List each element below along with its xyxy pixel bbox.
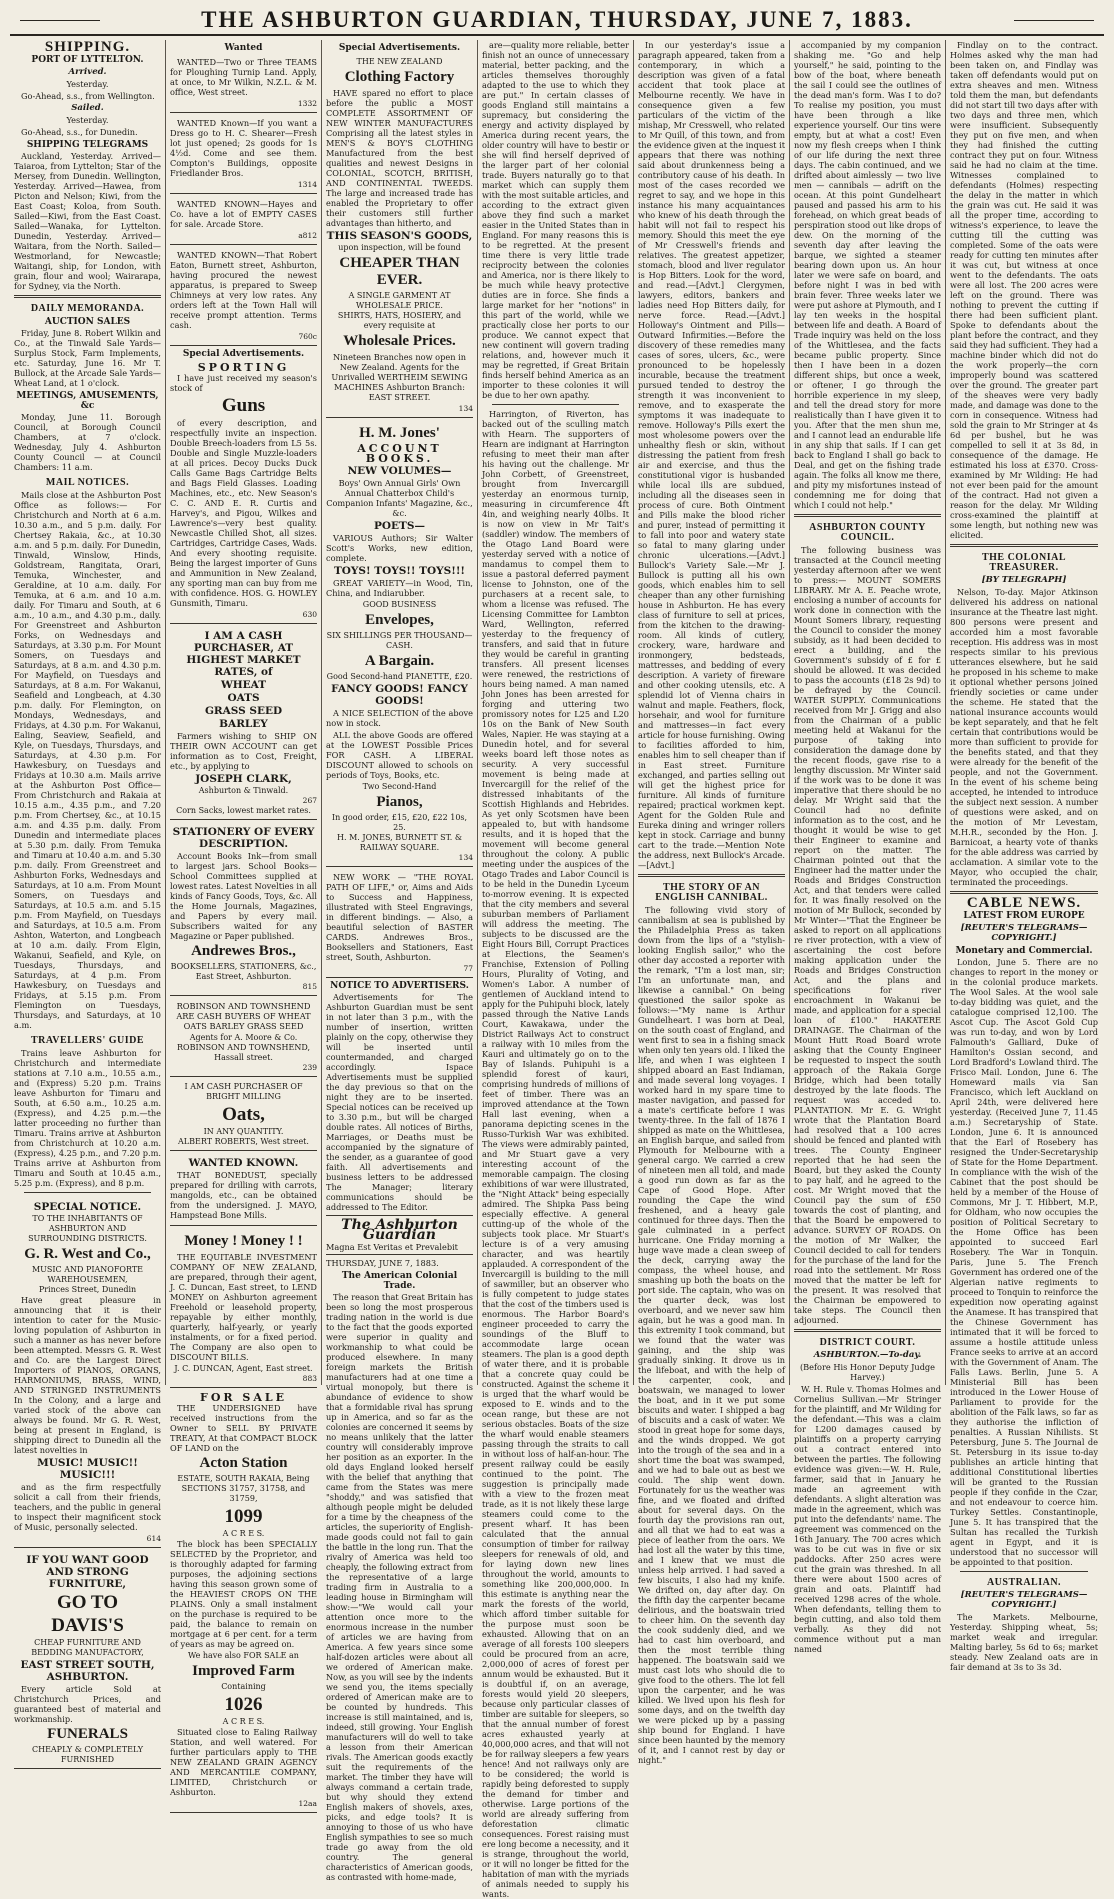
funerals-heading: FUNERALS: [47, 1726, 128, 1742]
auction-sales-body: Friday, June 8. Robert Wilkin and Co., at the Tinwald Sale Yards—Surplus Stock, Farm Implements, etc. Saturday, June 16. Mr T. Bullock, at the Arcade Sale Yards—Wheat Land, at 1 o'clock.: [14, 328, 161, 388]
shipping-telegrams-body: Auckland, Yesterday. Arrived—Taiaroa, from Lyttelton; Star of the Mersey, from Dunedin. Wellington, Yesterday. Arrived—Hawea, from Picton and Nelson; Kiwi, from the East Coast; Koloa, from South. Sailed—Kiwi, from the East Coast. Sailed—Wanaka, for Lyttelton. Dunedin, Yesterday. Arrived—Waitara, from the North. Sailed—Westmorland, for Newcastle; Waitangi, ship, for London, with grain, flour and wool; Wairarapa, for Sydney, via the North.: [14, 151, 161, 291]
jones-sig: H. M. JONES, BURNETT ST. & RAILWAY SQUARE.: [337, 833, 462, 852]
acres-1099: 1099: [224, 1506, 263, 1527]
wanted-ad-2: [170, 115, 317, 194]
cable-news-heading: CABLE NEWS.: [966, 895, 1082, 911]
andrewes-body: BOOKSELLERS, STATIONERS, &c., East Street, Ashburton.: [170, 962, 317, 981]
improved-ref: 12aa: [298, 1799, 317, 1808]
cash-purchaser: I AM A CASH PURCHASER, AT HIGHEST MARKET RATES, of: [186, 630, 301, 678]
editorial-date: THURSDAY, JUNE 7, 1883.: [326, 1258, 439, 1268]
toys-heading: TOYS! TOYS!! TOYS!!!: [333, 565, 466, 577]
improved-body: Situated close to Ealing Railway Station, and well watered. For further particulars apply to THE NEW ZEALAND GRAIN AGENCY AND MERCANTILE COMPANY, LIMITED, Christchurch or Ashburton.: [170, 1727, 317, 1797]
robinson-text: ROBINSON AND TOWNSHEND ARE CASH BUYERS OF WHEAT OATS BARLEY GRASS SEED: [176, 1001, 311, 1031]
district-court-sub: ASHBURTON.—To-day.: [813, 1350, 922, 1360]
clark-ref: 267: [302, 796, 317, 805]
special-ads-heading: Special Advertisements.: [182, 349, 305, 359]
music-line: MUSIC! MUSIC!! MUSIC!!!: [37, 1457, 138, 1481]
sailed-day: Yesterday.: [66, 115, 109, 125]
davis-name: DAVIS'S: [51, 1615, 124, 1636]
special-ads-heading-3: Special Advertisements.: [338, 43, 461, 53]
pianos-heading: Pianos,: [376, 794, 423, 810]
divider: [14, 295, 161, 298]
season-goods: THIS SEASON'S GOODS,: [326, 230, 473, 242]
davis-body: Every article Sold at Christchurch Prices, and guaranteed best of material and workmanship.: [14, 1684, 161, 1724]
colonial-body: Nelson, To-day. Major Atkinson delivered his address on national insurance at the Theatre last night. 800 persons were present and accorded him a most favorable reception. His address was in most respects similar to his previous utterances elsewhere, but he said he proposed in his scheme to make it optional whether persons joined friendly societies or came under the scheme. He stated that the national insurance accounts would be kept separately, and that he felt certain that contributions would be more than sufficient to provide for the benefits stated, and that they were already for the benefit of the people, and not the Government. In the event of his scheme being accepted, he intended to introduce the subject next session. A number of questions were asked, and on the motion of Mr Levestam, M.H.R., seconded by the Hon. J. Barnicoat, a hearty vote of thanks for the able address was carried by acclamation. A similar vote to the Mayor, who occupied the chair, terminated the proceedings.: [950, 587, 1098, 887]
clothing-factory-heading: Clothing Factory: [344, 69, 455, 85]
bargain-sub: Good Second-hand PIANETTE, £20.: [326, 672, 473, 681]
cheaper-than-ever: CHEAPER THAN EVER.: [339, 255, 460, 288]
volumes-body: Boys' Own Annual Girls' Own Annual Chatterbox Child's Companion Infants' Magazine, &c., &c.: [326, 478, 473, 518]
wanted-ad-1: [170, 54, 317, 113]
grain-oats: OATS: [227, 692, 260, 704]
davis-go: GO TO: [56, 1592, 119, 1613]
davis-address: EAST STREET SOUTH, ASHBURTON.: [20, 1659, 155, 1683]
containing-label: Containing: [221, 1682, 266, 1691]
wanted-1-text: WANTED—Two or Three TEAMS for Ploughing Turnip Land. Apply, at once, to Mr Wilkin, N.Z.L. & M. office, West street.: [170, 57, 317, 97]
divider: [492, 404, 619, 405]
district-court-before: (Before His Honor Deputy Judge Harvey.): [799, 1362, 936, 1382]
court-continued: Findlay on to the contract. Holmes asked why the man had been taken on, and Findlay was taken off defendants would put on extra sheaves and men. Witness told them the man, but defendants did not start till two days after with two days and three men, which were insufficient. Subsequently they put on five men, and when they had finished the cutting contract they put on four. Witness said he had no claim at the time. Witnesses complained to defendants (Holmes) respecting the delay in the matter in which the grain was cut. He said it was all the proper time, according to witness's experience, to leave the cutting till the cutting was completed. Some of the oats were ready for cutting ten minutes after it was cut, but witness at once went to the defendants. The oats were all lost. The 200 acres were left on the ground. There was nothing to prevent the cutting if there had been sufficient plant. Spoke to defendants about the plant before the contract, and they said they had sufficient. They had a machine binder which did not do the work properly—the corn improperly bound was scattered over the ground. The greater part of the sheaves were very badly made, and damage was done to the corn in consequence. Witness had sold the grain to Mr Stringer at 4s 6d per bushel, but he was compelled to sell it at 3s 8d, in consequence of the damage. He estimated his loss at £370. Cross-examined by Mr Wilding: He had not ever been paid for the amount of the contract. Had not given a reason for the delay. Mr Wilding cross-examined the plaintiff at some length, but nothing new was elicited.: [950, 40, 1098, 540]
colonial-treasurer-heading: THE COLONIAL TREASURER.: [981, 552, 1067, 573]
australian-heading: AUSTRALIAN.: [986, 1577, 1062, 1588]
district-court-heading: DISTRICT COURT.: [819, 1337, 916, 1348]
west-body: Have great pleasure in announcing that it is their intention to cater for the Music-loving population of Ashburton in such a manner as has never before been attempted. Messrs G. R. West and Co. are the Largest Direct Importers of PIANOS, ORGANS, HARMONIUMS, BRASS, WIND, AND STRINGED INSTRUMENTS In the Colony, and a large and varied stock of the above can always be found. Mr G. R. West, being at present in England, is shipping direct to Dunedin all the latest novelties in: [14, 1295, 161, 1455]
meetings-heading: MEETINGS, AMUSEMENTS, &c: [16, 391, 159, 411]
wholesale-prices: Wholesale Prices.: [343, 333, 456, 349]
robinson-agents: Agents for A. Moore & Co.: [189, 1033, 298, 1042]
cannibal-story-continued: accompanied by my companion shaking me. "Go and help yourself," he said, pointing to the bow of the boat, where beneath the sail I could see the outlines of the dead man's form. Was I to do? To realise my position, you must have been through a like experience yourself. Our tins were empty, but at what a cost! Even now my flesh creeps when I think of our life during the next three days. The cabin continued, and we drifted about aimlessly — two live men — cannibals — adrift on the ocean. At this point Gundelheart paused and passed his arm to his forehead, on which great beads of perspiration stood out like drops of dew. On the morning of the seventh day after leaving the barque, we sighted a steamer bearing down upon us. An hour later we were safe on board, and before night I was in bed with brain fever. Three weeks later we were put ashore at Plymouth, and I lay ten weeks in the hospital between life and death. A Board of Trade inquiry was held on the loss of the Whittlesea, and the facts became public property. Since then I have been in a dozen different ships, but once a week, or oftener, I go through the horrible experience in my sleep, and tell the dread story for more realistically than I have given it to you. After that the men shun me, and I cannot lead an endurable life in any ship that sails. If I can get back to England I shall go back to Deal, and get on the fishing trade again. The folks all know me there, and pity my misfortunes instead of condemning me for doing that which I could not help.": [794, 40, 941, 510]
west-address: Princes Street, Dunedin: [38, 1285, 137, 1294]
masthead-rule-left: [20, 20, 100, 21]
corn-sacks-label: Corn Sacks, lowest market rates.: [176, 806, 311, 815]
fancy-body: A NICE SELECTION of the above now in stock.: [326, 708, 473, 728]
column-3: [322, 40, 478, 1882]
oats-quantity: IN ANY QUANTITY.: [203, 1127, 284, 1136]
divider: [950, 544, 1098, 547]
season-sub: upon inspection, will be found: [338, 243, 461, 252]
masthead: [10, 6, 1104, 36]
county-council-heading: ASHBURTON COUNTY COUNCIL.: [809, 522, 926, 543]
oats-heading: Oats,: [222, 1104, 265, 1125]
editorial-masthead: [326, 1215, 473, 1255]
all-goods-body: ALL the above Goods are offered at the LOWEST Possible Prices FOR CASH. A LIBERAL DISCOUNT allowed to schools on periods of Toys, Books, etc.: [326, 730, 473, 780]
poets-heading: POETS—: [374, 520, 425, 532]
divider: [638, 874, 785, 877]
acres-1026: 1026: [224, 1694, 263, 1715]
guns-body: of every description, and respectfully invite an inspection. Double Breech-loaders from L5 5s. Double and Single Muzzle-loaders at all prices. Decoy Ducks Duck Calls Game Bags Cartridge Belts and Bags Field Glasses. Loading Machines, etc., etc. New Season's C. C. AND E. R. Curtis and Harvey's, and Pigou, Wilkes and Lawrence's—very best quality. Newcastle Chilled Shot, all sizes. Cartridges, Cartridge Cases, Wads. And every shooting requisite. Being the largest importer of Guns and Ammunition in New Zealand, any sporting man can buy from me with confidence. HOS. G. HOWLEY Gunsmith, Timaru.: [170, 418, 317, 608]
column-2: [166, 40, 322, 1808]
bonedust-body: THAT BONEDUST, specially prepared for drilling with carrots, mangolds, etc., can be obtained from the undersigned. J. MAYO, Hampstead Bone Mills.: [170, 1170, 317, 1220]
andrewes-ref: 815: [302, 982, 317, 991]
notice-advertisers-heading: NOTICE TO ADVERTISERS.: [330, 981, 469, 991]
clark-name: JOSEPH CLARK,: [195, 773, 292, 785]
district-court-body: W. H. Rule v. Thomas Holmes and Cornelius Sullivan.—Mr Stringer for the plaintiff, and Mr Wilding for the defendant.—This was a claim for L200 damages caused by plaintiffs on a property carrying out a contract entered into between the parties. The following evidence was given:—W. H. Rule, farmer, said that in January he made an agreement with defendants. A slight alteration was made in the agreement, which was put into the defendants' name. The agreement was commenced on the 16th January. The 700 acres which was to be cut was in five or six paddocks. After 250 acres were cut the grain was threshed. In all there were about 1500 acres of grain and oats. Plaintiff had received 1298 acres of the whole. When defendants, telling them to begin cutting, and also told them verbally. As they did not commence without put a man named: [794, 1384, 942, 1654]
bonedust-ad: [170, 1153, 317, 1226]
cable-byline: [REUTER'S TELEGRAMS—COPYRIGHT.]: [960, 923, 1088, 943]
wanted-2-text: WANTED Known—If you want a Dress go to H. C. Shearer—Fresh lot just opened; 2s goods for 1s 4½d. Come and see them. Compton's Buildings, opposite Friedlander Bros.: [170, 118, 317, 178]
davis-intro: IF YOU WANT GOOD AND STRONG FURNITURE,: [26, 1554, 149, 1590]
davis-sub: CHEAP FURNITURE AND BEDDING MANUFACTORY,: [31, 1638, 144, 1657]
county-council-body: The following business was transacted at the Council meeting yesterday afternoon after we went to press:— MOUNT SOMERS LIBRARY. Mr A. E. Peache wrote, enclosing a number of accounts for work done in connection with the Mount Somers library, requesting the Council to consider the money subsidy, as it had been decided to erect a building, and the Government's subsidy of £ for £ should be allowed. It was decided to pass the accounts (£18 2s 9d) to be defrayed by the Council. WATER SUPPLY. Communications received from Mr J. Grigg and also from the Chairman of a public meeting held at Wakanui for the purpose of taking into consideration the damage done by the recent floods, gave rise to a lengthy discussion. Mr Winter said if the work was to be done it was imperative that there should be no delay. Mr Wright said that the Council had no definite information as to the cost, and he thought it would be wise to get their Engineer to examine and report on the matter. The Chairman pointed out that the Engineer had the matter under the Roads and Bridges Construction Act, and that tenders were called for. It was finally resolved on the motion of Mr Bullock, seconded by Mr Winter—"That the Engineer be asked to report on all applications re river protection, with a view of ascertaining the cost before making application under the Roads and Bridges Construction Act, and the plans and specifications for river encroachment in Wakanui be made, and application for a special loan of £100." HAKATERE DRAINAGE. The Chairman of the Mount Hutt Road Board wrote asking that the County Engineer be requested to inspect the south approach of the Rakaia Gorge Bridge, which had been totally destroyed by the late floods. The request was acceded to. PLANTATION. Mr E. G. Wright wrote that the Plantation Board had resolved that a 100 acres should be fenced and planted with trees. The County Engineer reported that he had seen the Board, but they asked the County to pay half, and he agreed to the cost. Mr Wright moved that the Council pay the sum of £50 towards the cost of planting, and that the Board be empowered to advance. SURVEY OF ROADS. On the motion of Mr Walker, the Council decided to call for tenders for the purchase of the land for the road into the settlement. Mr Ross moved that the matter be left for the present. It was resolved that the Chairman be empowered to take steps. The Council then adjourned.: [794, 545, 941, 1325]
divider: [24, 1192, 151, 1193]
west-body-2: and as the firm respectfully solicit a call from their friends, teachers, and the public in general to inspect their magnificent stock of Music, personally selected.: [14, 1482, 161, 1532]
new-work-ref: 77: [463, 964, 473, 973]
new-work-ad: [326, 869, 473, 978]
sporting-heading: SPORTING: [197, 361, 290, 374]
stationery-body: Account Books Ink—from small to largest jars. School Books—School Committees supplied at lowest rates. Latest Novelties in all kinds of Fancy Goods, Toys, &c. All the Home Journals, Magazines, and Papers by every mail. Subscribers waited for any Magazine or Paper published.: [170, 851, 317, 941]
wanted-2-ref: 1314: [297, 180, 317, 189]
special-notice-sub: TO THE INHABITANTS OF ASHBURTON AND SURROUNDING DISTRICTS.: [28, 1214, 147, 1243]
pianos-intro: Two Second-Hand: [362, 782, 437, 791]
improved-farm-heading: Improved Farm: [192, 1663, 295, 1679]
notice-advertisers-body: Advertisements for The Ashburton Guardian must be sent in not later than 3 p.m., with the number of insertion, written plainly on the copy, otherwise they will be inserted until countermanded, and charged accordingly. Ispace Advertisements must be supplied the day previous so that on the night they are to be inserted. Special notices can be received up to 3.30 p.m., but will be charged double rates. All notices of Births, Marriages, or Deaths must be accompanied by the signature of the sender, as a guarantee of good faith. All advertisements and business letters to be addressed The Manager; literary communications should be addressed to The Editor.: [326, 992, 473, 1212]
masthead-title: THE ASHBURTON GUARDIAN, THURSDAY, JUNE 7, 1883.: [201, 7, 913, 32]
jones-ad: [326, 420, 473, 867]
trade-heading: The American Colonial Trade.: [341, 1271, 458, 1291]
grain-barley: BARLEY: [219, 718, 268, 730]
wanted-3-text: WANTED KNOWN—Hayes and Co. have a lot of EMPTY CASES for sale. Arcade Store.: [170, 199, 317, 229]
guns-ref: 630: [302, 610, 317, 619]
for-sale-heading: FOR SALE: [200, 1391, 287, 1404]
new-work-body: NEW WORK — "THE ROYAL PATH OF LIFE," or, Aims and Aids to Success and Happiness, illustrated with Steel Engravings, in different bindings. — Also, a beautiful selection of BASTER CARDS. Andrewes Bros., Booksellers and Stationers, East street, South, Ashburton.: [326, 872, 473, 962]
sporting-intro: I have just received my season's stock of: [170, 373, 317, 393]
arrived-day: Yesterday.: [66, 79, 109, 89]
mail-notices-heading: MAIL NOTICES.: [45, 477, 130, 488]
jones-name: H. M. Jones': [359, 425, 440, 441]
money-ref: 883: [302, 1374, 317, 1383]
robinson-ref: 239: [302, 1063, 317, 1072]
paragraphs-body: In our yesterday's issue a paragraph appeared, taken from a contemporary, in which a description was given of a fatal accident that took place at Melbourne recently. We have in consequence given a few particulars of the victim of the mishap, Mr Cresswell, who related to Mr Quill, of this town, and from the evidence given at the inquest it appears that there was nothing said about drunkenness being a contributory cause of his death. In most of the cases recorded we regret to say, and we hope in this instance his many acquaintances who knew of his death through the habit will not fail to respect his memory. Should this meet the eye of Mr Cresswell's friends and relatives. The greatest appetizer, stomach, blood and liver regulator is Hop Bitters. Look for the word, and read.—[Advt.] Clergymen, lawyers, editors, bankers and ladies need Hop Bitters daily, for nerve force. Read.—[Advt.] Holloway's Ointment and Pills—Outward Infirmities.—Before the discovery of these remedies many cases of sores, ulcers, &c., were pronounced to be hopelessly incurable, because the treatment pursued tended to destroy the strength it was inconvenient to remove, and to exasperate the symptoms it was inadequate to remove. Holloway's Pills exert the most wholesome powers over the unhealthy flesh or skin, without distressing the patient from fresh air and exercise, and thus the constitutional vigor is husbanded while local ills are subdued, including all the diseases seen in process of cure. Both Ointment and Pills make the blood richer and purer, instead of permitting it to fall into poor and watery state so fatal to many glaring under chronic ulcerations.—[Advt.] Bullock's Variety Sale.—Mr J. Bullock is putting all his own goods, which enables him to sell cheaper than any other furnishing house in Ashburton. He has every class of furniture to sell at prices, from the kitchen to the drawing-room. All kinds of cutlery, crockery, ware, hardware and ironmongery, bedsteads, mattresses, and bedding of every description. A variety of fireware and other cooking utensils, etc. A splendid lot of Vienna chairs in walnut and maple. Feathers, flock, horsehair, and wool for furniture and mattresses—in fact every article for house furnishing. Owing to facilities afforded to him, enables him to sell cheaper than if in East street. Furniture exchanged, and parties selling out will get the highest price for furniture. All kinds of furniture repaired; practical workmen kept. Agent for the Golden Rule and Eureka dining and wringer rollers kept in stock. Carriage and bunny cart to the trade.—Mention Note the address, next Bullock's Arcade.—[Advt.]: [638, 40, 785, 870]
grain-wheat: WHEAT: [220, 679, 267, 691]
australian-body: The Markets. Melbourne, Yesterday. Shipping wheat, 5s; market weak and irregular. Malting barley, 5s 6d to 6s; market steady. New Zealand oats are in fair demand at 3s to 3s 3d.: [950, 1612, 1098, 1672]
fancy-goods: FANCY GOODS! FANCY GOODS!: [331, 683, 468, 707]
clothing-factory-ad: [326, 54, 473, 418]
paper-motto: Magna Est Veritas et Prevalebit: [326, 1242, 458, 1252]
wanted-ad-3: [170, 196, 317, 245]
single-garment: A SINGLE GARMENT AT WHOLESALE PRICE.: [348, 291, 451, 310]
wholesale-body: Nineteen Branches now open in New Zealand. Agents for the Unrivalled WERTHEIM SEWING MACHINES Ashburton Branch: EAST STREET.: [331, 352, 468, 402]
auction-sales-heading: AUCTION SALES: [44, 317, 131, 327]
column-6: [790, 40, 946, 1654]
roberts-oats-ad: [170, 1079, 317, 1151]
robinson-sig: ROBINSON AND TOWNSHEND, Hassall street.: [176, 1043, 311, 1062]
bargain-heading: A Bargain.: [364, 653, 435, 669]
acton-heading: Acton Station: [199, 1455, 288, 1471]
port-heading: PORT OF LYTTELTON.: [31, 55, 144, 65]
wanted-ad-4: [170, 247, 317, 346]
acton-sale-ad: [170, 1390, 317, 1813]
wholesale-ref: 134: [458, 404, 473, 413]
oats-sig: ALBERT ROBERTS, West street.: [178, 1137, 309, 1146]
toys-body: GREAT VARIETY—in Wood, Tin, China, and Indiarubber.: [326, 578, 473, 598]
davis-furniture-ad: [14, 1550, 161, 1769]
newspaper-page: [10, 39, 1104, 1899]
shirts-text: SHIRTS, HATS, HOSIERY, and every requisite at: [337, 311, 462, 330]
meetings-body: Monday, June 11. Borough Council, at Borough Council Chambers, at 7 o'clock. Wednesday, July 4. Ashburton County Council — at Council Chambers: 11 a.m.: [14, 412, 161, 472]
column-4: [478, 40, 634, 1899]
column-7: [946, 40, 1102, 1672]
nz-heading: THE NEW ZEALAND: [356, 57, 443, 66]
cannibal-story-heading: THE STORY OF AN ENGLISH CANNIBAL.: [655, 882, 768, 903]
cash-purchaser-2: I AM CASH PURCHASER OF BRIGHT MILLING: [184, 1082, 303, 1101]
special-notice-heading: SPECIAL NOTICE.: [33, 1201, 142, 1213]
shipping-heading: SHIPPING.: [44, 39, 131, 55]
clothing-body: HAVE spared no effort to place before the public a MOST COMPLETE ASSORTMENT OF NEW WINTER MANUFACTURES Comprising all the latest styles in MEN'S & BOY'S CLOTHING Manufactured from the best qualities and newest Designs in COLONIAL, SCOTCH, BRITISH, AND CONTINENTAL TWEEDS. The large and increased trade has enabled the Proprietary to offer their customers still further advantages than hitherto, and: [326, 88, 473, 228]
west-company-name: G. R. West and Co.,: [24, 1246, 151, 1262]
trade-body: The reason that Great Britain has been so long the most prosperous trading nation in the world is due to the fact that the goods exported were superior in quality and workmanship to what could be produced elsewhere. In many foreign markets the British manufacturers had at one time a virtual monopoly, but there is abundance of evidence to show that a formidable rival has sprung up in America, and so far as the colonies are concerned it seems by no means unlikely that the latter country will considerably improve her position as an exporter. In the old days England looked herself with the belief that anything that came from the States was mere "shoddy," and was satisfied that although people might be deluded for a time by the cheapness of the articles, the superiority of English-made goods could not fail to gain the battle in the long run. That the rivalry of America was held too cheaply, the following extract from the representative of a large trading firm in Australia to a leading house in Birmingham will show:—"We would call your attention once more to the enormous increase in the number of articles we are having from America. A few years since some half-dozen articles were about all we ordered of American make. Now, as you will see by the indents we send you, the items specially ordered of American make are to be counted by hundreds. This increase is still maintained, and is, indeed, still growing. Your English manufacturers will do well to take a lesson from their American rivals. The American goods exactly suit the requirements of the market. The timber they have will always command a certain trade, but why should they extend English makers of shovels, axes, picks, and edge tools? It is annoying to those of us who have English sympathies to see so much trade go away from the old country. The general characteristics of American goods, as contrasted with home-made,: [326, 1292, 473, 1882]
clark-cash-ad: [170, 626, 317, 820]
divider: [794, 514, 941, 517]
guns-ad: [170, 360, 317, 624]
funerals-sub: CHEAPLY & COMPLETELY FURNISHED: [31, 1745, 144, 1764]
poets-body: VARIOUS Authors; Sir Walter Scott's Works, new edition, complete.: [326, 533, 473, 563]
cable-sub: LATEST FROM EUROPE: [963, 911, 1085, 921]
west-music-ad: [14, 1197, 161, 1548]
acton-estate: ESTATE, SOUTH RAKAIA, Being SECTIONS 31757, 31758, and 31759,: [177, 1474, 310, 1503]
wanted-3-ref: a812: [298, 231, 317, 240]
divider: [960, 1571, 1088, 1572]
column-1: [10, 39, 166, 1764]
west-subtitle: MUSIC AND PIANOFORTE WAREHOUSEMEN,: [31, 1265, 144, 1284]
west-ref: 614: [146, 1534, 161, 1543]
paper-title: The Ashburton Guardian: [341, 1217, 458, 1243]
cable-monetary: Monetary and Commercial.: [955, 946, 1093, 956]
stationery-heading: STATIONERY OF EVERY DESCRIPTION.: [172, 826, 315, 850]
masthead-rule-right: [1014, 20, 1094, 21]
wanted-4-ref: 760c: [298, 332, 317, 341]
six-shillings: SIX SHILLINGS PER THOUSAND—CASH.: [326, 631, 473, 650]
arrived-text: Go-Ahead, s.s., from Wellington.: [21, 91, 155, 101]
new-volumes: NEW VOLUMES—: [347, 465, 452, 477]
andrewes-name: Andrewes Bros.,: [191, 943, 296, 959]
daily-memoranda-heading: DAILY MEMORANDA.: [30, 303, 145, 314]
pianos-body: In good order, £15, £20, £22 10s, 25.: [331, 813, 468, 832]
travellers-guide-heading: TRAVELLERS' GUIDE: [30, 1035, 145, 1046]
acres-label-1: A C R E S.: [222, 1529, 265, 1538]
cannibal-story-body: The following vivid story of cannibalism at sea is published by the Philadelphia Press as taken down from the lips of a "stylish-looking English sailor," who the other day accosted a reporter with the remark, "I'm a lost man, sir; I'm an unfortunate man, and likewise a cannibal." On being questioned the sailor spoke as follows:—"My name is Arthur Gundelheart. I was born at Deal, on the south coast of England, and went first to sea in a fishing smack when only ten years old. I liked the life, and when I was eighteen I shipped aboard an East Indiaman, and made several long voyages. I worked hard in my spare time to master navigation, and passed for a mate's certificate before I was twenty-three. In the fall of 1876 I shipped as mate on the Whittlesea, an English barque, and sailed from Plymouth for Melbourne with a general cargo. We carried a crew of nineteen men all told, and made a good run down as far as the Cape of Good Hope. After rounding the Cape the wind freshened, and a heavy gale continued for three days. Then the gale culminated in a perfect hurricane. One Friday morning a huge wave made a clean sweep of the deck, carrying away the compass, the wheel house, and smashing up both the boats on the port side. The captain, who was on the quarter deck, was lost overboard, and we never saw him again, but he was a good man. In this extremity I took command, but we found that the water was gaining, and the ship was gradually sinking. It drove us in the lifeboat, and with the help of the carpenter, cook, and boatswain, we managed to lower the boat, and in it we put some biscuits and water. I shipped a bag of biscuits and a cask of water. We stood in great hope for some days, and the winds dropped. We got into the trough of the sea and in a short time the boat was swamped, and we had to bale out as best we could. The ship went down. Fortunately for us the weather was fine, and we floated and drifted about for several days. On the fourth day the provisions ran out, and all that we had to eat was a piece of leather from the oars. We had lost all the water by this time, and I knew that we must die unless help arrived. I had saved a few biscuits, I also had my knife. We drifted on, day after day. On the fifth day the carpenter became delirious, and the boatswain tried to cheer him. On the seventh day the cook suddenly died, and we had to cast him overboard, and then the most terrible thing happened. The boatswain said we must cast lots who should die to give food to the others. The lot fell upon the carpenter, and he was killed. We lived upon his flesh for some days, and on the twelfth day we were picked up by a passing ship bound for England. I have since been haunted by the memory of it, and I cannot rest by day or night.": [638, 905, 785, 1765]
money-sig: J. C. DUNCAN, Agent, East street.: [174, 1364, 313, 1373]
sailed-text: Go-Ahead, s.s., for Dunedin.: [21, 127, 138, 137]
colonial-byline: [BY TELEGRAPH]: [981, 575, 1067, 585]
wanted-heading: Wanted: [224, 43, 263, 53]
guns-heading: Guns: [221, 395, 266, 416]
local-news-body: Harrington, of Riverton, has backed out of the sculling match with Hearn. The supporters of Hearn are indignant at Harrington refusing to meet their man after his having out the challenge. Mr John Corbett, of Greenstreet, brought from Invercargill yesterday an enormous turnip, measuring in circumference 4ft 4in, and weighing nearly 40lbs. It is now on view in Mr Tait's (saddler) window. The members of the Otago Land Board were yesterday served with a notice of mandamus to compel them to issue a pastoral deferred payment license to Johnston, one of the purchasers at a recent sale, to whom a license was refused. The Licensing Committee for Lambton Ward, Wellington, referred yesterday to the frequency of transfers, and said that in future they would be careful in granting transfers. All present licenses were renewed, the restrictions of hours being named. A man named John Jones has been arrested for forging and uttering two promissory notes for L25 and L20 10s on the Bank of New South Wales, Napier. He was staying at a Dunedin hotel, and for several weeks board left those notes as security. A very successful movement is being made at Invercargill for the relief of the distressed inhabitants of the Scottish Highlands and Hebrides. As yet only Scotsmen have been appealed to, but with handsome results, and it is hoped that the movement will become general throughout the colony. A public meeting under the auspices of the Otago Trades and Labor Council is to be held in the Dunedin Lyceum to-morrow evening. It is expected that the city members and several suburban members of Parliament will address the meeting. The subjects to be discussed are the Eight Hours Bill, Corrupt Practices at Elections, the Seamen's Franchise, Extension of Polling Hours, Plurality of Voting, and Women's Labor. A number of gentlemen of Auckland intend to apply for the Puhipuhi block, lately passed through the Native Lands Court, Kawakawa, under the District Railways Act to construct a railway with 10 miles from the Kauri and ultimately go on to the Bay of Islands. Puhipuhi is a splendid forest of kauri, comprising hundreds of millions of feet of timber. There was an improved attendance at the Town Hall last evening, when a panorama depicting scenes in the Russo-Turkish War was exhibited. The views were admirably painted, and Mr Stuart gave a very interesting account of the memorable campaign. The closing exhibitions of war were illustrated, the "Night Attack" being especially admired. The Shipka Pass being especially effective. A general cutting-up of the whole of the subjects took place. Mr Stuart's lecture is of a very amusing character, and was heartily applauded. A correspondent of the Invercargill is building to the mill of sawmiller, but an observer who is fully competent to judge states that the cost of the timbers used is enormous. The Harbor Board's engineer proceeded to carry the soundings of the Bluff to accommodate large ocean steamers. The plan is a good depth of water there, and it is probable that a concrete quay could be constructed. Against the scheme it is urged that the wharf would be exposed to E. winds and to the ocean range, but these are not serious obstacles. Boats of the size the wharf would enable steamers passing through the straits to call in without loss of half-an-hour. The present railway could be easily continued to the point. The suggestion is principally made with a view to the frozen meat trade, as it is not likely these large steamers could come to the present wharf. It has been calculated that the annual consumption of timber for railway sleepers for renewals of old, and for laying down new lines throughout the world, amounts to something like 200,000,000. In this estimate is anything near the mark the forests of the world, which afford timber suitable for the purpose must soon be exhausted. Allowing that on an average of all forests 100 sleepers could be procured from an acre, 2,000,000 of acres of forest per annum would be exhausted. But it is doubtful if, on an average, forests would yield 20 sleepers, because only particular classes of timber are suitable for sleepers, so that the annual number of forest acres exhausted yearly at 40,000,000 acres, and that will not be for railway sleepers a few years hence! And not railways only are to be considered; the world is rapidly being deforested to supply the demand for timber and otherwise. Large portions of the world are already suffering from deforestation climatic consequences. Forest raising must ere long become a necessity, and it is strange, throughout the world, or it will no longer be fitted for the habitation of man with the myriads of animals needed to supply his wants.: [482, 409, 629, 1899]
account-books: ACCOUNT BOOKS.: [357, 442, 442, 465]
jones-ref: 134: [458, 853, 473, 862]
australian-byline: [REUTER'S TELEGRAMS—COPYRIGHT.]: [960, 1590, 1088, 1610]
good-business: GOOD BUSINESS: [362, 600, 437, 609]
wanted-1-ref: 1332: [297, 99, 317, 108]
mail-notices-body: Mails close at the Ashburton Post Office as follows:— For Christchurch and North at 6 a.m. 10.30 a.m., and 5 p.m. daily. For Chertsey Rakaia, &c., at 10.30 a.m. and 5 p.m. daily. For Dunedin, Tinwald, Winslow, Hinds, Goldstream, Rangitata, Orari, Temuka, Winchester, and Geraldine, at 10 a.m. daily. For Temuka, at 6 a.m. and 10 a.m. daily. For Timaru and South, at 6 a.m., 10 a.m., and 4.30 p.m., daily. For Greenstreet and Ashburton Forks, on Wednesdays and Saturdays, at 3.30 p.m. For Mount Somers, on Tuesdays and Saturdays, at 8 a.m. and 4.30 p.m. For Mayfield, on Tuesdays and Saturdays, at 8 a.m. For Wakanui, Seafield and Longbeach, at 4.30 p.m. daily. For Flemington, on Mondays, Wednesdays, and Fridays, at 4.30 p.m. For Wakanui, Ealing, Seaview, Seafield, and Kyle, on Tuesdays, Thursdays, and Saturdays, at 4.30 p.m. For Hawkesbury, on Tuesdays and Fridays at 10.30 a.m. Mails arrive at the Ashburton Post Office— From Christchurch and Rakaia at 10.15 a.m., 4.35 p.m., and 7.20 p.m. From Chertsey, &c., at 10.15 a.m. and 4.35 p.m. daily. From Dunedin and intermediate places at 5.30 p.m. daily. From Temuka and Timaru at 10.40 a.m. and 5.30 p.m. daily. From Greenstreet and Ashburton Forks, Wednesdays and Saturdays, at 10 a.m. From Mount Somers, on Tuesdays and Saturdays, at 10.5 a.m. and 5.15 p.m. From Mayfield, on Tuesdays and Saturdays, at 10.5 a.m. From Ashton, Waterton, and Longbeach at 10 a.m. daily. From Elgin, Wakanui, Seafield, and Kyle, on Tuesdays, Thursdays, and Saturdays, at 4 p.m. From Hawkesbury, on Tuesdays and Fridays, at 5.15 p.m. From Flemington on Tuesdays, Thursdays, and Saturdays, at 10 a.m.: [14, 490, 161, 1030]
column-5: [634, 40, 790, 1765]
andrewes-ad: [170, 822, 317, 996]
money-ad: [170, 1228, 317, 1388]
divider: [950, 891, 1098, 894]
for-sale-body: THE UNDERSIGNED have received instructions from the Owner to SELL BY PRIVATE TREATY, At that COMPACT BLOCK OF LAND on the: [170, 1403, 317, 1453]
envelopes-heading: Envelopes,: [365, 612, 434, 628]
travellers-guide-body: Trains leave Ashburton for Christchurch and intermediate stations at 7.10 a.m., 10.55 a.m., and (Express) 5.20 p.m. Trains leave Ashburton for Timaru and South, at 6.50 a.m., 10.25 a.m. (Express), and 4.25 p.m.—the latter proceeding no further than Timaru. Trains arrive at Ashburton from Christchurch at 10.20 a.m. (Express), 4.25 p.m., and 7.20 p.m. Trains arrive at Ashburton from Timaru and South at 10.45 a.m., 5.25 p.m. (Express), and 8 p.m.: [14, 1048, 161, 1188]
robinson-ad: [170, 998, 317, 1077]
shipping-telegrams-heading: SHIPPING TELEGRAMS: [26, 140, 149, 150]
acres-label-2: A C R E S.: [222, 1717, 265, 1726]
cable-body: London, June 5. There are no changes to report in the money or in the colonial produce markets. The Wool Sales. At the wool sale to-day bidding was quiet, and the catalogue comprised 12,100. The Ascot Cup. The Ascot Gold Cup was run to-day, and won by Lord Falmouth's Galliard, Duke of Hamilton's Ossian second, and Lord Bradford's Lowland third. The Frisco Mail. London, June 6. The Homeward mails via San Francisco, which left Auckland on April 24th, were delivered here yesterday. (Received June 7, 11.45 a.m.) Secretaryship of State. London, June 6. It is announced that the Earl of Rosebery has resigned the Under-Secretaryship of State for the Home Department. In compliance with the wish of the Cabinet that the post should be held by a member of the House of Commons, Mr J. T. Hibbert, M.P., for Oldham, who now occupies the position of Political Secretary to the Home Office has been appointed to succeed Earl Rosebery. The War in Tonquin. Paris, June 5. The French Government has ordered one of the Algerian native regiments to proceed to Tonquin to reinforce the expedition now operating against the Anamese. It has transpired that the Chinese Government has intimated that it will be forced to assume a hostile attitude unless France seeks to arrive at an accord with the Government of Anam. The Falls Laws. Berlin, June 5. A Ministerial Bill has been introduced in the Lower House of Parliament to provide for the abolition of the Falk laws, so far as they authorise the infliction of penalties. A Russian Nihilists. St Petersburg, June 5. The Journal de St. Petersburg in its issue to-day publishes an article hinting that additional Constitutional liberties will be granted to the Russian people if they confide in the Czar, and not endeavour to coerce him. Turkey Settles. Constantinople, June 5. It has transpired that the Sultan has recalled the Turkish agent in Egypt, and it is understood that no successor will be appointed to that position.: [950, 957, 1099, 1567]
acton-body: The block has been SPECIALLY SELECTED by the Proprietor, and is thoroughly adapted for farming purposes, the adjoining sections having this season grown some of the HEAVIEST CROPS ON THE PLAINS. Only a small instalment on the purchase is required to be paid, the balance to remain on mortgage at 6 per cent. for a term of years as may be agreed on.: [170, 1539, 317, 1649]
sailed-label: Sailed.: [71, 103, 104, 113]
wanted-4-text: WANTED KNOWN—That Robert Eaton, Burnett street, Ashburton, having procured the newest apparatus, is prepared to Sweep Chimneys at very low rates. Any orders left at the Town Hall will receive prompt attention. Terms cash.: [170, 250, 317, 330]
divider: [794, 1329, 941, 1332]
arrived-label: Arrived.: [68, 67, 107, 77]
grain-grass-seed: GRASS SEED: [204, 705, 283, 717]
money-heading: Money ! Money ! !: [184, 1233, 303, 1249]
money-body: THE EQUITABLE INVESTMENT COMPANY OF NEW ZEALAND, are prepared, through their agent, J. C. Duncan, East street, to LEND MONEY on Ashburton agreement Freehold or leasehold property, repayable by either monthly, quarterly, half-yearly, or yearly instalments, or for a fixed period. The Company are also open to DISCOUNT BILLS.: [170, 1252, 317, 1362]
clark-place: Ashburton & Tinwald.: [198, 786, 289, 795]
wanted-known-heading: WANTED KNOWN.: [188, 1157, 299, 1169]
improved-intro: We have also FOR SALE an: [188, 1651, 299, 1660]
trade-body-continued: are—quality more reliable, better finish not an ounce of unnecessary material, better packing, and the articles themselves thoroughly adapted to the use to which they are put." In certain classes of goods England still maintains a supremacy, but considering the energy and activity displayed by America during recent years, the older country will have to bestir or she will find herself deprived of the larger part of her colonial trade. Buyers naturally go to that market which can supply them with the most suitable articles, and according to the extract given above they find such a market easier in the United States than in England. For many reasons this is to be regretted. At the present time there is very little trade reciprocity between the colonies and America, nor is there likely to be much while heavy protective duties are in force. She finds a large market for her "notions" in this part of the world, while we practically close her ports to our produce. We cannot expect that new continent will govern trading relations, and, however much it may be regretted, if Great Britain finds herself behind America as an importer to these colonies it will be due to her own apathy.: [482, 40, 629, 400]
farmers-text: Farmers wishing to SHIP ON THEIR OWN ACCOUNT can get information as to Cost, Freight, etc., by applying to: [170, 731, 317, 771]
